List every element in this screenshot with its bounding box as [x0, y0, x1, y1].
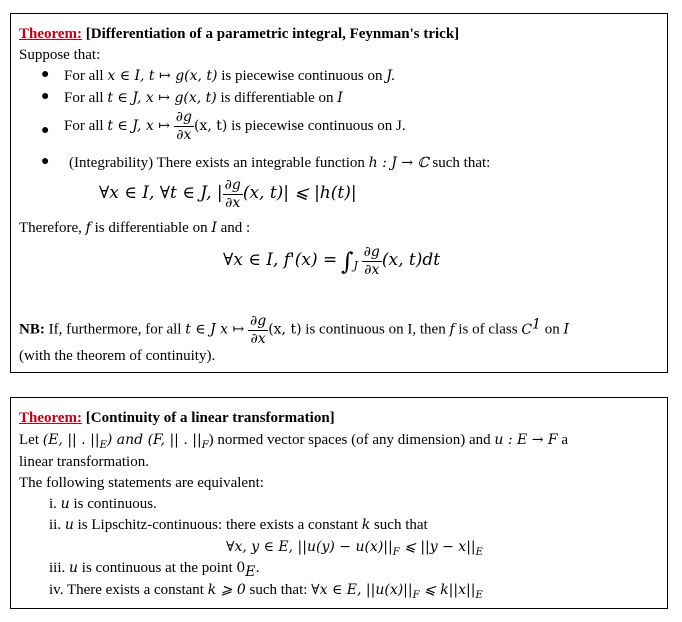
statement-iv: iv. There exists a constant k ⩾ 0 such that: ∀x ∈ E, $||u(x)||_F$ ⩽ $k||x||_E$ — [49, 582, 483, 601]
partial-fraction: $\frac{\partial g}{\partial x}$ — [175, 109, 192, 144]
theorem-heading — [19, 25, 459, 43]
hypothesis-4: (Integrability) There exists an integrable function h : J → ℂ such that: — [69, 155, 491, 171]
theorem-title: [Differentiation of a parametric integral, Feynman's trick] — [85, 26, 460, 42]
statement-ii: ii. u is Lipschitz-continuous: there exists a constant k such that — [49, 517, 428, 533]
bullet-icon: ● — [41, 154, 50, 169]
bullet-icon: ● — [41, 89, 50, 104]
statement-i: i. u is continuous. — [49, 496, 157, 512]
hypothesis-2: For all t ∈ J, x ↦ g(x, t) is differentiable on I — [64, 90, 343, 106]
partial-fraction: $\frac{\partial g}{\partial x}$ — [363, 244, 380, 279]
hypothesis-3: For all t ∈ J, x ↦ $\frac{\partial g}{\partial x}$ (x, t) is piecewise continuous on J. — [64, 109, 406, 144]
nb-remark: NB: If, furthermore, for all t ∈ J x ↦ $\frac{\partial g}{\partial x}$ (x, t) is continuous on I, then f is of class $C^1$ on I — [19, 312, 569, 347]
partial-fraction: $\frac{\partial g}{\partial x}$ — [249, 312, 267, 347]
bullet-icon: ● — [41, 67, 50, 82]
theorem-box-linear — [10, 397, 668, 609]
equivalence-intro: The following statements are equivalent: — [19, 475, 264, 491]
nb-remark-continued: (with the theorem of continuity). — [19, 348, 216, 364]
partial-fraction: $\frac{\partial g}{\partial x}$ — [224, 177, 241, 212]
integrability-condition: ∀x ∈ I, ∀t ∈ J, | $\frac{\partial g}{\partial x}$ (x, t)| ⩽ |h(t)| — [99, 177, 357, 212]
let-line: Let (E, || . $||_E$) and (F, || . $||_F$) normed vector spaces (of any dimension) and u : E → F a — [19, 432, 569, 451]
bullet-icon: ● — [41, 123, 50, 138]
theorem-label: Theorem: — [19, 26, 83, 42]
suppose-text: Suppose that: — [19, 47, 101, 63]
theorem-heading — [19, 409, 335, 427]
theorem-box-feynman — [10, 13, 668, 373]
let-line-continued: linear transformation. — [19, 454, 149, 470]
therefore-line: Therefore, f is differentiable on I and : — [19, 220, 251, 236]
statement-iii: iii. u is continuous at the point $0_E$. — [49, 560, 260, 580]
lipschitz-formula: ∀x, y ∈ E, $||u(y) - u(x)||_F$ ⩽ $||y - x||_E$ — [226, 539, 483, 558]
theorem-title: [Continuity of a linear transformation] — [85, 410, 335, 426]
conclusion-formula: ∀x ∈ I, $f'(x) = \int_J$ $\frac{\partial g}{\partial x}$ (x, t)dt — [223, 244, 441, 279]
theorem-label: Theorem: — [19, 410, 83, 426]
hypothesis-1: For all x ∈ I, t ↦ g(x, t) is piecewise continuous on J. — [64, 68, 396, 84]
